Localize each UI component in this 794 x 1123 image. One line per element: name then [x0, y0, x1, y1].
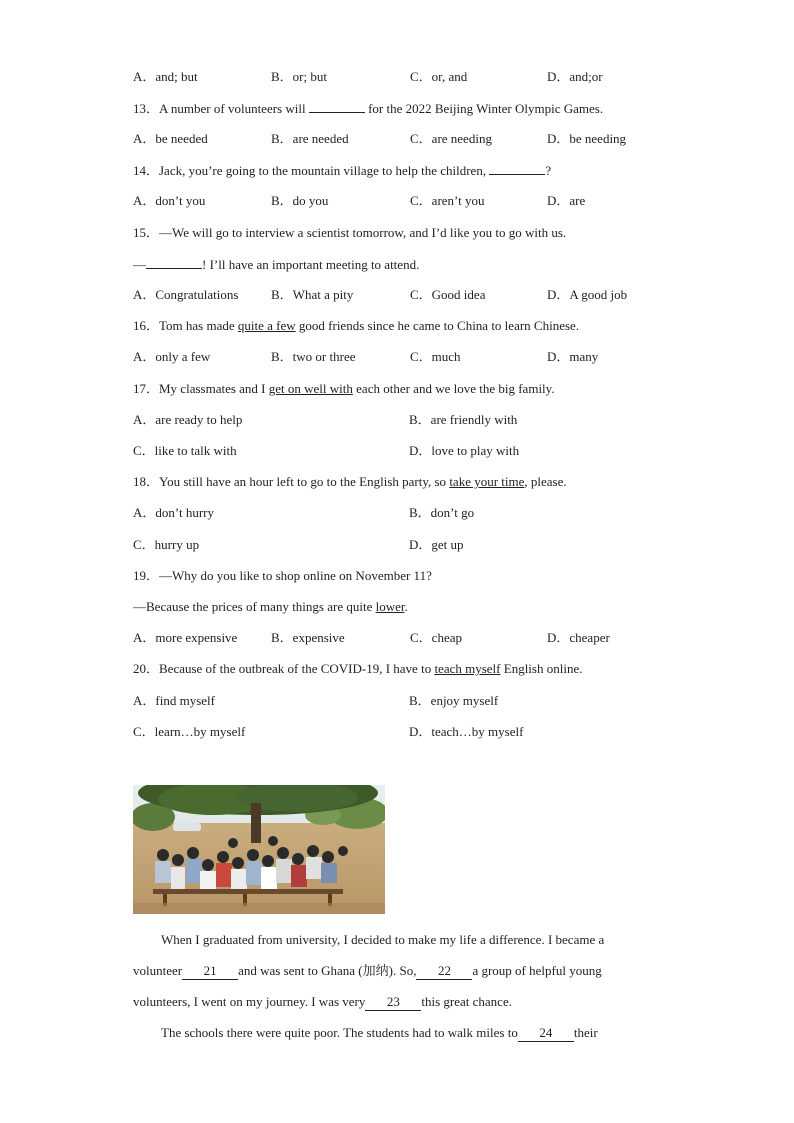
q16-option-b: B．two or three: [271, 349, 356, 364]
q12-option-c: C．or, and: [410, 69, 468, 84]
q16-option-a: A．only a few: [133, 349, 211, 364]
q16-option-d: D．many: [547, 349, 599, 364]
q12-option-b: B．or; but: [271, 69, 327, 84]
q20-stem-pre: 20．Because of the outbreak of the COVID-19, I have to: [133, 661, 435, 676]
q14-option-d: D．are: [547, 193, 586, 208]
passage-text: their: [573, 1025, 598, 1040]
q19-option-c: C．cheap: [410, 630, 462, 645]
outdoor-class-illustration: [133, 785, 385, 914]
q14-option-b: B．do you: [271, 193, 329, 208]
blank-23: 23: [365, 994, 421, 1011]
q18-stem: [133, 474, 567, 490]
q16-stem: [133, 318, 579, 334]
q15-stem-line2: [133, 256, 419, 273]
q15-stem-pre: —: [133, 257, 146, 272]
q18-option-d: D．get up: [409, 537, 464, 552]
q13-stem: [133, 100, 603, 117]
q20-stem-post: English online.: [500, 661, 583, 676]
q16-underlined: quite a few: [237, 318, 296, 333]
q14-stem-pre: 14．Jack, you’re going to the mountain village to help the children,: [133, 163, 490, 178]
q14-stem: [133, 162, 551, 179]
q19-option-a: A．more expensive: [133, 630, 238, 645]
q20-option-b: B．enjoy myself: [409, 693, 499, 708]
q14-option-c: C．aren’t you: [410, 193, 485, 208]
q12-option-a: A．and; but: [133, 69, 198, 84]
q16-stem-pre: 16．Tom has made: [133, 318, 238, 333]
q18-underlined: take your time: [449, 474, 525, 489]
q14-option-a: A．don’t you: [133, 193, 206, 208]
q18-option-b: B．don’t go: [409, 505, 475, 520]
q15-option-a: A．Congratulations: [133, 287, 239, 302]
q20-option-a: A．find myself: [133, 693, 215, 708]
q16-stem-post: good friends since he came to China to learn Chinese.: [295, 318, 580, 333]
q19-stem-pre: —Because the prices of many things are quite: [133, 599, 376, 614]
q18-stem-pre: 18．You still have an hour left to go to the English party, so: [133, 474, 450, 489]
q16-option-c: C．much: [410, 349, 461, 364]
q13-option-d: D．be needing: [547, 131, 627, 146]
q18-option-a: A．don’t hurry: [133, 505, 215, 520]
q15-stem-line1: 15．—We will go to interview a scientist tomorrow, and I’d like you to go with us.: [133, 225, 567, 240]
q12-option-d: D．and;or: [547, 69, 603, 84]
q19-option-d: D．cheaper: [547, 630, 610, 645]
passage-text: volunteers, I went on my journey. I was very: [133, 994, 366, 1009]
q13-stem-pre: 13．A number of volunteers will: [133, 101, 309, 116]
passage-text: The schools there were quite poor. The students had to walk miles to: [161, 1025, 518, 1040]
q17-stem: [133, 381, 555, 397]
q19-option-b: B．expensive: [271, 630, 345, 645]
q17-option-b: B．are friendly with: [409, 412, 518, 427]
q19-underlined: lower: [375, 599, 405, 614]
q13-stem-post: for the 2022 Beijing Winter Olympic Games.: [364, 101, 604, 116]
q20-option-c: C．learn…by myself: [133, 724, 246, 739]
passage-text: and was sent to Ghana (加纳). So,: [238, 963, 417, 978]
q15-stem-post: ! I’ll have an important meeting to attend.: [202, 257, 420, 272]
passage-p1-line1: When I graduated from university, I decided to make my life a difference. I became a: [161, 932, 605, 947]
q13-blank: [309, 100, 365, 113]
q20-underlined: teach myself: [434, 661, 501, 676]
q13-option-a: A．be needed: [133, 131, 208, 146]
q17-underlined: get on well with: [268, 381, 353, 396]
passage-p1-line2: [133, 963, 643, 980]
q17-option-c: C．like to talk with: [133, 443, 237, 458]
q14-stem-post: ?: [545, 163, 552, 178]
passage-text: volunteer: [133, 963, 183, 978]
q18-option-c: C．hurry up: [133, 537, 200, 552]
q15-option-d: D．A good job: [547, 287, 628, 302]
q20-option-d: D．teach…by myself: [409, 724, 524, 739]
passage-text: a group of helpful young: [472, 963, 602, 978]
q17-stem-pre: 17．My classmates and I: [133, 381, 269, 396]
q19-stem-post: .: [404, 599, 408, 614]
blank-24: 24: [518, 1025, 574, 1042]
q15-option-b: B．What a pity: [271, 287, 354, 302]
q13-option-c: C．are needing: [410, 131, 492, 146]
blank-22: 22: [416, 963, 472, 980]
q14-blank: [489, 162, 545, 175]
blank-21: 21: [182, 963, 238, 980]
passage-p2-line1: [161, 1025, 671, 1042]
passage-p1-line3: [133, 994, 643, 1011]
outdoor-class-photo: [133, 785, 385, 914]
q17-stem-post: each other and we love the big family.: [352, 381, 555, 396]
q18-stem-post: , please.: [524, 474, 567, 489]
q17-option-a: A．are ready to help: [133, 412, 243, 427]
q19-stem-line2: [133, 599, 408, 615]
q19-stem-line1: 19．—Why do you like to shop online on November 11?: [133, 568, 432, 583]
q20-stem: [133, 661, 582, 677]
q17-option-d: D．love to play with: [409, 443, 520, 458]
passage-text: this great chance.: [421, 994, 512, 1009]
q15-blank: [146, 256, 202, 269]
q15-option-c: C．Good idea: [410, 287, 486, 302]
q13-option-b: B．are needed: [271, 131, 349, 146]
